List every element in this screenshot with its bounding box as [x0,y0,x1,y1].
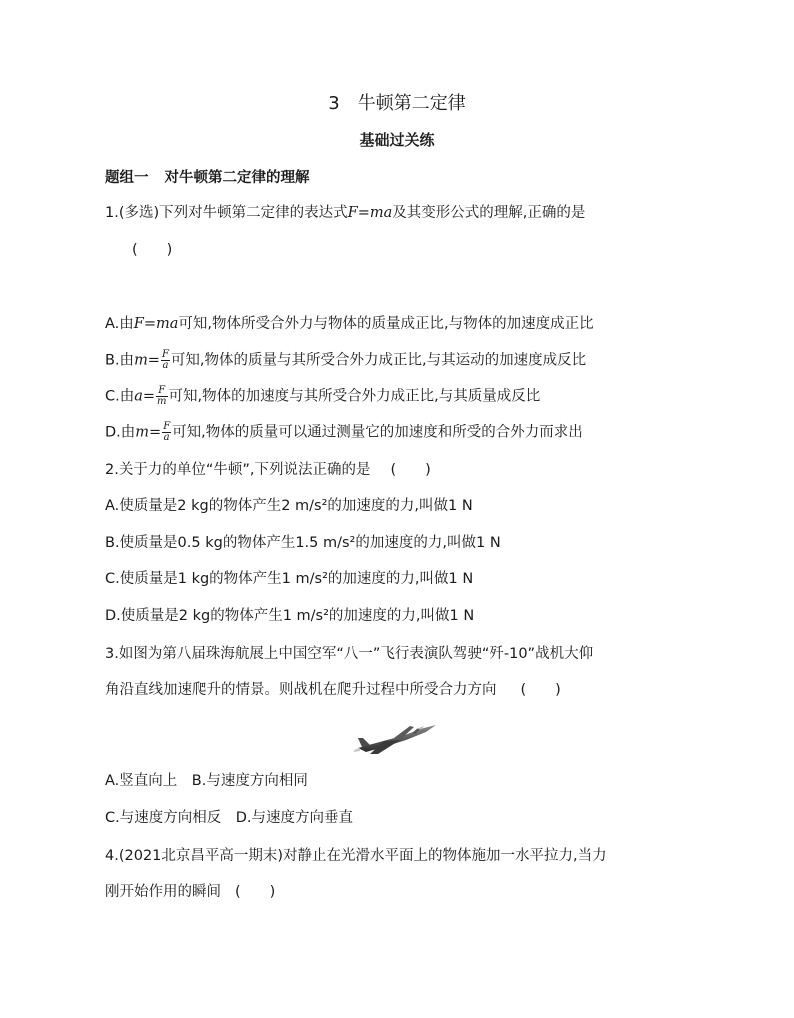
question-1-answer-blank: ( ) [132,242,173,258]
section-heading [105,168,310,188]
question-3-options-line-2: C.与速度方向相反 D.与速度方向垂直 [105,810,354,826]
fraction: $\frac{F}{a}$ [161,349,169,371]
question-2-option-d: D.使质量是2 kg的物体产生1 m/s²的加速度的力,叫做1 N [105,608,475,624]
section-label: 题组一 [105,170,149,186]
question-4-stem-line-1: 4.(2021北京昌平高一期末)对静止在光滑水平面上的物体施加一水平拉力,当力 [105,848,607,864]
answer-blank: ( ) [235,884,276,900]
question-3-stem-line-2: 角沿直线加速爬升的情景。则战机在爬升过程中所受合力方向 ( ) [105,682,561,698]
chapter-title: 牛顿第二定律 [357,93,466,114]
fraction: $\frac{F}{m}$ [157,385,167,407]
page-subtitle: 基础过关练 [359,131,435,149]
formula: F=ma [133,316,179,332]
question-2-option-b: B.使质量是0.5 kg的物体产生1.5 m/s²的加速度的力,叫做1 N [105,535,501,551]
question-2-option-c: C.使质量是1 kg的物体产生1 m/s²的加速度的力,叫做1 N [105,571,474,587]
fraction: $\frac{F}{a}$ [163,421,171,443]
answer-blank: ( ) [520,682,561,698]
answer-blank: ( ) [390,462,431,478]
section-title: 对牛顿第二定律的理解 [164,170,310,186]
question-1-option-d: D.由m= $\frac{F}{a}$ 可知,物体的质量可以通过测量它的加速度和所受的合外力而求出 [105,421,583,443]
question-1-option-b: B.由m= $\frac{F}{a}$ 可知,物体的质量与其所受合外力成正比,与其运动的加速度成反比 [105,349,587,371]
question-2-stem: 2.关于力的单位“牛顿”,下列说法正确的是 ( ) [105,462,431,478]
fighter-jet-image [354,716,438,758]
question-2-option-a: A.使质量是2 kg的物体产生2 m/s²的加速度的力,叫做1 N [105,498,473,514]
question-4-stem-line-2: 刚开始作用的瞬间 ( ) [105,884,276,900]
question-1-stem: 1.(多选)下列对牛顿第二定律的表达式F=ma及其变形公式的理解,正确的是 [105,205,586,221]
chapter-number: 3 [328,93,340,114]
question-3-stem-line-1: 3.如图为第八届珠海航展上中国空军“八一”飞行表演队驾驶“歼-10”战机大仰 [105,646,594,662]
formula: F=ma [347,205,393,221]
question-3-options-line-1: A.竖直向上 B.与速度方向相同 [105,773,308,789]
page-title [0,92,794,116]
question-1-option-a: A.由F=ma可知,物体所受合外力与物体的质量成正比,与物体的加速度成正比 [105,316,594,332]
question-1-option-c: C.由a= $\frac{F}{m}$ 可知,物体的加速度与其所受合外力成正比,与其质量成反比 [105,385,541,407]
